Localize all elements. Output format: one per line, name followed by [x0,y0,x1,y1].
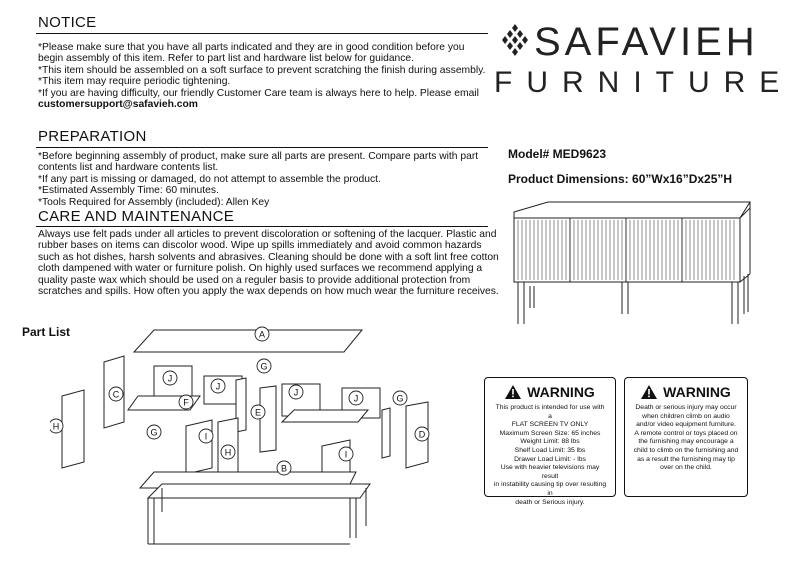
svg-text:H: H [52,421,60,432]
preparation-line-3: *Estimated Assembly Time: 60 minutes. [38,185,219,197]
part-label-g [393,391,407,405]
warning-right-line: as a result the furnishing may tip [637,455,735,463]
notice-email[interactable]: customersupport@safavieh.com [38,99,198,111]
part-label-h [50,419,63,433]
notice-line-2: *This item should be assembled on a soft surface to prevent scratching the finish during assembly. [38,64,486,76]
part-h-left-panel [62,390,84,468]
care-heading: CARE AND MAINTENANCE [38,208,235,225]
svg-text:J: J [293,387,299,398]
brand-logo [494,18,794,108]
preparation-text [38,151,483,208]
part-label-d [415,427,429,441]
part-label-i [199,429,213,443]
part-f-right-shelf [282,410,368,422]
notice-rule [36,33,488,34]
warning-right-title: WARNING [663,384,731,400]
warning-right-line: over on the child. [660,464,712,472]
part-label-f [179,395,193,409]
part-list-label: Part List [22,325,71,339]
svg-text:I: I [344,449,348,460]
part-label-a [255,327,269,341]
notice-line-3: *This item may require periodic tightening. [38,76,231,88]
preparation-rule [36,147,488,148]
part-label-j [349,391,363,405]
notice-text [38,42,490,110]
warning-left-line: death or Serious injury. [515,498,585,506]
svg-text:G: G [260,361,268,372]
part-label-g [147,425,161,439]
brand-sub: FURNITURE [494,66,794,99]
warning-box-left [484,377,616,506]
base-frame [148,484,370,498]
svg-text:J: J [215,381,221,392]
warning-triangle-icon [641,385,657,399]
warning-left-title: WARNING [527,384,595,400]
warning-left-line: FLAT SCREEN TV ONLY [511,421,589,429]
svg-text:J: J [167,373,173,384]
part-list-diagram [50,322,450,562]
preparation-line-1: *Before beginning assembly of product, make sure all parts are present. Compare parts with part contents list and hardware contents list. [38,151,479,174]
warning-right-line: when children climb on audio [642,412,730,420]
svg-text:H: H [224,447,232,458]
preparation-line-2: *If any part is missing or damaged, do not attempt to assemble the product. [38,173,381,185]
warning-right-line: child to climb on the furnishing and [633,446,739,454]
warning-left-line: This product is intended for use with a [495,404,605,420]
svg-text:I: I [204,431,208,442]
warning-right-line: A remote control or toys placed on [634,429,738,437]
warning-left-title-row [485,384,615,400]
notice-line-4: *If you are having difficulty, our friendly Customer Care team is always here to help. Please email [38,87,479,99]
part-label-h [221,445,235,459]
svg-text:F: F [183,397,189,408]
warning-right-line: Death or serious injury may occur [635,404,737,411]
warning-left-line: in instability causing tip over resulting in [493,481,607,497]
warning-box-right [624,377,748,497]
part-label-i [339,447,353,461]
svg-text:A: A [258,329,266,340]
notice-heading: NOTICE [38,14,97,31]
preparation-heading: PREPARATION [38,128,147,145]
warning-left-line: Use with heavier televisions may result [500,464,600,480]
brand-mark-icon [500,24,530,60]
warning-left-text [485,404,615,507]
preparation-line-4: *Tools Required for Assembly (included): Allen Key [38,196,270,208]
part-i-left-door [186,420,212,474]
product-dimensions: Product Dimensions: 60”Wx16”Dx25”H [508,172,733,186]
care-rule [36,226,488,227]
part-label-j [289,385,303,399]
warning-left-line: Shelf Load Limit: 35 lbs [514,446,586,454]
svg-text:C: C [112,389,120,400]
svg-text:G: G [150,427,158,438]
part-label-j [211,379,225,393]
warning-right-line: the furnishing may encourage a [638,438,734,446]
part-e-panel [260,386,276,452]
notice-line-1: *Please make sure that you have all parts indicated and they are in good condition before you begin assembly of this item. Refer to part list and hardware list below for guidance. [38,42,465,65]
warning-triangle-icon [505,385,521,399]
part-g-2-panel [382,408,390,458]
warning-left-line: Maximum Screen Size: 65 inches [499,429,601,437]
brand-name: SAFAVIEH [534,20,759,64]
warning-right-title-row [625,384,747,400]
svg-text:B: B [280,463,288,474]
svg-text:G: G [396,393,404,404]
model-number: Model# MED9623 [508,147,607,161]
product-illustration [500,196,760,331]
part-label-g [257,359,271,373]
svg-text:E: E [254,407,262,418]
part-label-b [277,461,291,475]
care-text: Always use felt pads under all articles to prevent discoloration or softening of the lacquer. Plastic and rubber bases on items can discolor wood. Wipe up spills immediately and avoid common hazards such as hot dishes, harsh solvents and abrasives. Cleaning should be done with a soft lint free cotton cloth dampened with water or furniture polish. On highly used surfaces we recommend applying a quality paste wax which should be used on a reguler basis to provide additional protection from scratches and spills. How often you apply the wax depends on how much wear the furniture receives. [38,229,499,298]
part-label-e [251,405,265,419]
part-label-j [163,371,177,385]
warning-left-line: Drawer Load Limit: - lbs [514,455,586,463]
svg-text:D: D [418,429,426,440]
warning-right-text [625,404,747,473]
part-label-c [109,387,123,401]
svg-text:J: J [353,393,359,404]
warning-right-line: and/or video equipment furniture. [636,421,736,429]
warning-left-line: Weight Limit: 88 lbs [520,438,580,446]
part-a-panel [134,330,362,352]
